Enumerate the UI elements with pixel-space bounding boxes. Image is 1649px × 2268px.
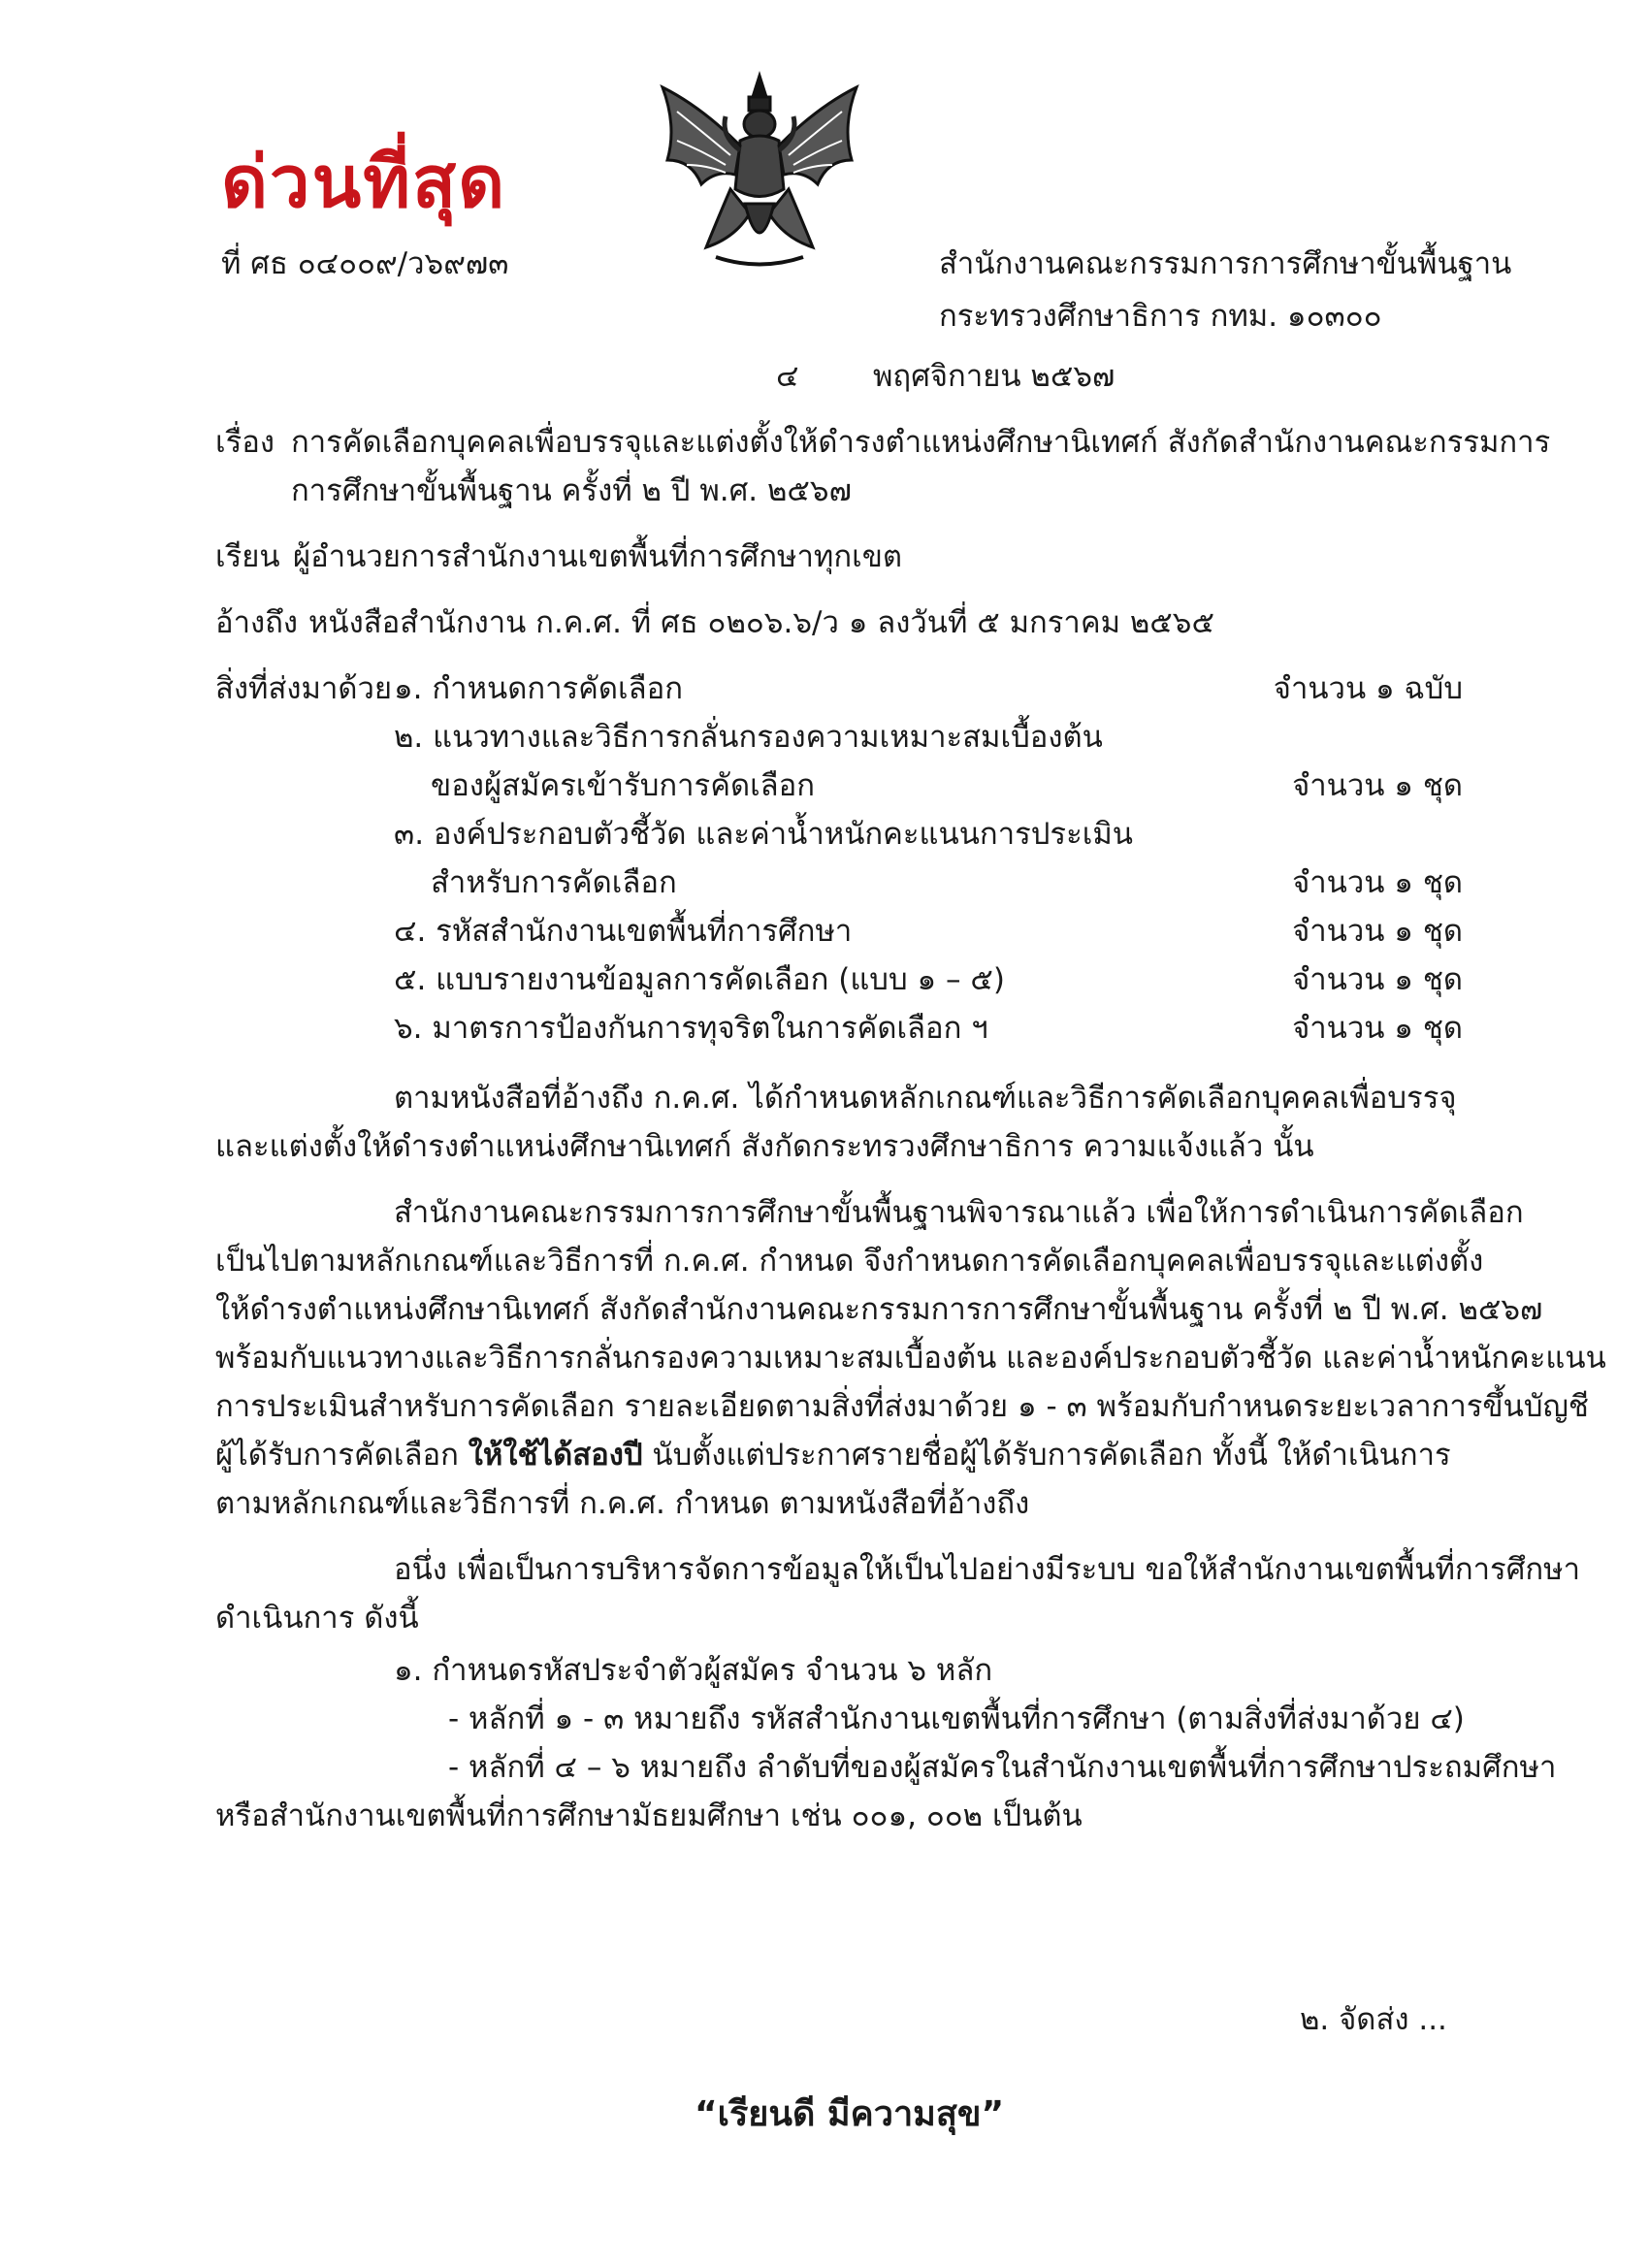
instruction-bullet-cont: หรือสำนักงานเขตพื้นที่การศึกษามัธยมศึกษา เช่น ๐๐๑, ๐๐๒ เป็นต้น [215, 1798, 1083, 1833]
enclosure-item: ๕. แบบรายงานข้อมูลการคัดเลือก (แบบ ๑ – ๕) [394, 962, 1005, 997]
enclosure-item-cont: สำหรับการคัดเลือก [431, 865, 677, 900]
instruction-bullet: - หลักที่ ๑ - ๓ หมายถึง รหัสสำนักงานเขตพื้นที่การศึกษา (ตามสิ่งที่ส่งมาด้วย ๔) [448, 1701, 1465, 1736]
enclosure-qty: จำนวน ๑ ฉบับ [1273, 671, 1463, 706]
subject-line-1: การคัดเลือกบุคคลเพื่อบรรจุและแต่งตั้งให้ดำรงตำแหน่งศึกษานิเทศก์ สังกัดสำนักงานคณะกรรมการ [291, 425, 1551, 460]
reference-text: หนังสือสำนักงาน ก.ค.ศ. ที่ ศธ ๐๒๐๖.๖/ว ๑ ลงวันที่ ๕ มกราคม ๒๕๖๕ [308, 605, 1214, 640]
emphasis-text: ให้ใช้ได้สองปี [468, 1438, 643, 1473]
garuda-emblem-icon [648, 68, 871, 272]
paragraph-line: ดำเนินการ ดังนี้ [215, 1601, 419, 1636]
enclosure-qty: จำนวน ๑ ชุด [1292, 962, 1463, 997]
paragraph-line: ตามหนังสือที่อ้างถึง ก.ค.ศ. ได้กำหนดหลักเกณฑ์และวิธีการคัดเลือกบุคคลเพื่อบรรจุ [394, 1081, 1457, 1116]
paragraph-text: นับตั้งแต่ประกาศรายชื่อผู้ได้รับการคัดเลือก ทั้งนี้ ให้ดำเนินการ [642, 1438, 1451, 1473]
enclosure-qty: จำนวน ๑ ชุด [1292, 865, 1463, 900]
paragraph-line [215, 1432, 1451, 1478]
paragraph-line: อนึ่ง เพื่อเป็นการบริหารจัดการข้อมูลให้เป็นไปอย่างมีระบบ ขอให้สำนักงานเขตพื้นที่การศึกษา [394, 1552, 1581, 1587]
continuation-text: ๒. จัดส่ง ... [1300, 2002, 1447, 2037]
enclosure-item: ๑. กำหนดการคัดเลือก [394, 671, 683, 706]
enclosure-item: ๒. แนวทางและวิธีการกลั่นกรองความเหมาะสมเบื้องต้น [394, 720, 1103, 755]
enclosure-item-cont: ของผู้สมัครเข้ารับการคัดเลือก [431, 768, 816, 803]
enclosure-qty: จำนวน ๑ ชุด [1292, 914, 1463, 949]
instruction-title: ๑. กำหนดรหัสประจำตัวผู้สมัคร จำนวน ๖ หลัก [394, 1653, 993, 1688]
urgency-stamp: ด่วนที่สุด [221, 141, 507, 224]
paragraph-text: ผู้ได้รับการคัดเลือก [215, 1438, 469, 1473]
enclosure-item: ๓. องค์ประกอบตัวชี้วัด และค่าน้ำหนักคะแนนการประเมิน [394, 817, 1133, 852]
paragraph-line: ให้ดำรงตำแหน่งศึกษานิเทศก์ สังกัดสำนักงานคณะกรรมการการศึกษาขั้นพื้นฐาน ครั้งที่ ๒ ปี พ.ศ. ๒๕๖๗ [215, 1292, 1543, 1327]
office-address: กระทรวงศึกษาธิการ กทม. ๑๐๓๐๐ [939, 299, 1382, 334]
paragraph-line: สำนักงานคณะกรรมการการศึกษาขั้นพื้นฐานพิจารณาแล้ว เพื่อให้การดำเนินการคัดเลือก [394, 1195, 1524, 1230]
paragraph-line: พร้อมกับแนวทางและวิธีการกลั่นกรองความเหมาะสมเบื้องต้น และองค์ประกอบตัวชี้วัด และค่าน้ำหนักคะแนน [215, 1341, 1606, 1376]
recipient-text: ผู้อำนวยการสำนักงานเขตพื้นที่การศึกษาทุกเขต [293, 539, 903, 574]
date-day: ๔ [776, 359, 799, 394]
reference-label: อ้างถึง [215, 605, 299, 640]
paragraph-line: การประเมินสำหรับการคัดเลือก รายละเอียดตามสิ่งที่ส่งมาด้วย ๑ - ๓ พร้อมกับกำหนดระยะเวลาการขึ้นบัญชี [215, 1389, 1589, 1424]
recipient-label: เรียน [215, 539, 280, 574]
enclosures-label: สิ่งที่ส่งมาด้วย [215, 671, 393, 706]
enclosure-qty: จำนวน ๑ ชุด [1292, 1011, 1463, 1046]
reference-number: ที่ ศธ ๐๔๐๐๙/ว๖๙๗๓ [221, 246, 509, 281]
paragraph-line: เป็นไปตามหลักเกณฑ์และวิธีการที่ ก.ค.ศ. กำหนด จึงกำหนดการคัดเลือกบุคคลเพื่อบรรจุและแต่งตั้ง [215, 1244, 1484, 1279]
enclosure-item: ๔. รหัสสำนักงานเขตพื้นที่การศึกษา [394, 914, 853, 949]
office-name: สำนักงานคณะกรรมการการศึกษาขั้นพื้นฐาน [939, 246, 1512, 281]
enclosure-item: ๖. มาตรการป้องกันการทุจริตในการคัดเลือก ฯ [394, 1011, 988, 1046]
enclosure-qty: จำนวน ๑ ชุด [1292, 768, 1463, 803]
paragraph-line: และแต่งตั้งให้ดำรงตำแหน่งศึกษานิเทศก์ สังกัดกระทรวงศึกษาธิการ ความแจ้งแล้ว นั้น [215, 1129, 1314, 1164]
instruction-bullet: - หลักที่ ๔ – ๖ หมายถึง ลำดับที่ของผู้สมัครในสำนักงานเขตพื้นที่การศึกษาประถมศึกษา [448, 1750, 1557, 1785]
subject-line-2: การศึกษาขั้นพื้นฐาน ครั้งที่ ๒ ปี พ.ศ. ๒๕๖๗ [291, 473, 852, 508]
closing-motto: “เรียนดี มีความสุข” [695, 2094, 1005, 2134]
subject-label: เรื่อง [215, 425, 275, 460]
date-month-year: พฤศจิกายน ๒๕๖๗ [873, 359, 1116, 394]
paragraph-line: ตามหลักเกณฑ์และวิธีการที่ ก.ค.ศ. กำหนด ตามหนังสือที่อ้างถึง [215, 1486, 1030, 1521]
